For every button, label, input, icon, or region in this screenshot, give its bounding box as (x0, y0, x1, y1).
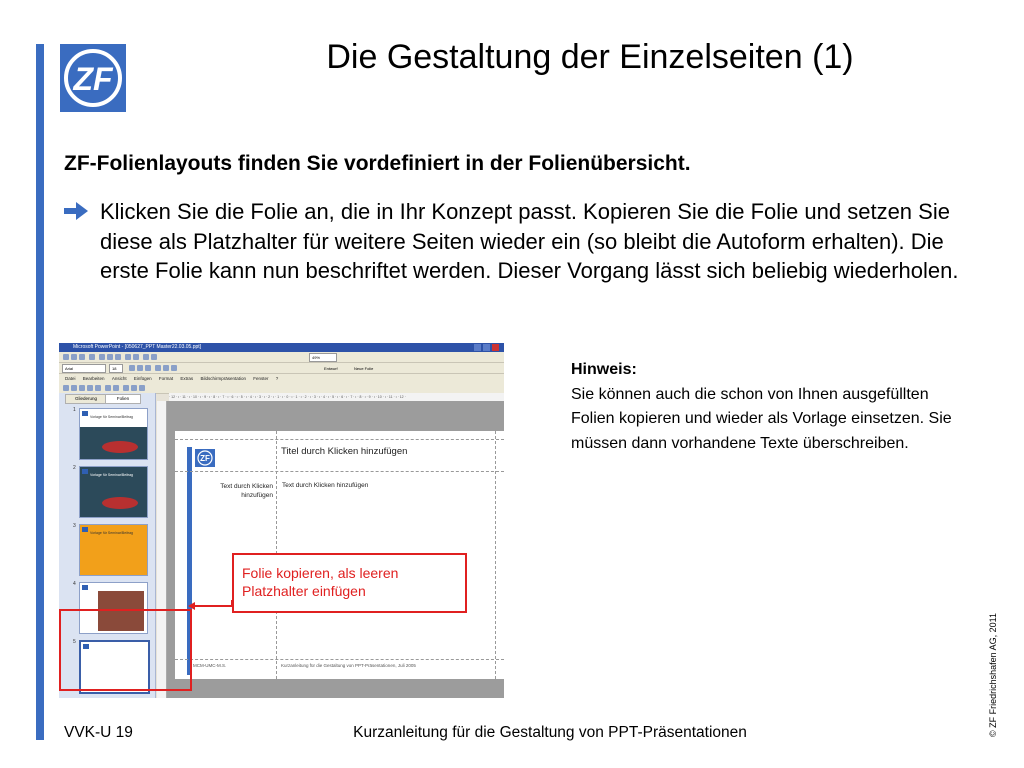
bold-icon[interactable] (129, 365, 135, 371)
neue-folie-button[interactable]: Neue Folie (351, 364, 387, 373)
font-select[interactable]: Arial (62, 364, 106, 373)
menu-bearbeiten[interactable]: Bearbeiten (82, 376, 105, 381)
slide-number: 4 (73, 581, 76, 587)
copy-icon[interactable] (107, 354, 113, 360)
hint-body: Sie können auch die schon von Ihnen ausgefüllten Folien kopieren und wieder als Vorlage einsetzen. Sie müssen dann vorhandene Texte überschreiben. (571, 385, 952, 452)
undo-icon[interactable] (125, 354, 131, 360)
thumb-car-image (80, 485, 147, 517)
oval-icon[interactable] (79, 385, 85, 391)
guide-line (175, 659, 504, 660)
thumb-car-image (80, 427, 147, 459)
menu-einfuegen[interactable]: Einfügen (133, 376, 152, 381)
copyright: © ZF Friedrichshafen AG, 2011 (988, 612, 998, 738)
table-icon[interactable] (151, 354, 157, 360)
hint-block (571, 358, 971, 456)
format-toolbar (59, 363, 504, 374)
zf-logo (82, 585, 88, 590)
slide-number: 1 (73, 407, 76, 413)
underline-icon[interactable] (145, 365, 151, 371)
menu-bildschirmpraesentation[interactable]: Bildschirmpräsentation (200, 376, 246, 381)
open-icon[interactable] (71, 354, 77, 360)
slide-thumbnail-1[interactable] (79, 408, 148, 460)
slide-right-placeholder[interactable]: Text durch Klicken hinzufügen (282, 482, 369, 489)
accent-bar (36, 44, 44, 740)
tab-folien[interactable]: Folien (105, 394, 141, 404)
zf-logo (82, 411, 88, 416)
thumb-title: Vorlage für Seminar/Beitrag (90, 531, 133, 535)
chart-icon[interactable] (143, 354, 149, 360)
guide-line (175, 471, 504, 472)
callout-arrow-icon (186, 598, 236, 614)
menu-format[interactable]: Format (158, 376, 174, 381)
textbox-icon[interactable] (105, 385, 111, 391)
new-icon[interactable] (63, 354, 69, 360)
menu-help[interactable]: ? (275, 376, 279, 381)
slide-thumbnail-2[interactable] (79, 466, 148, 518)
italic-icon[interactable] (137, 365, 143, 371)
menu-extras[interactable]: Extras (180, 376, 194, 381)
zf-logo (60, 44, 126, 112)
guide-line (495, 431, 496, 679)
slide-number: 5 (73, 639, 76, 645)
slide-thumbnail-3[interactable] (79, 524, 148, 576)
fill-color-icon[interactable] (123, 385, 129, 391)
callout-box (232, 553, 467, 613)
entwurf-button[interactable]: Entwurf (321, 364, 351, 373)
zf-logo (195, 449, 215, 467)
menu-ansicht[interactable]: Ansicht (111, 376, 127, 381)
zf-logo (82, 469, 88, 474)
svg-text:ZF: ZF (73, 61, 113, 97)
align-right-icon[interactable] (171, 365, 177, 371)
horizontal-ruler: · 12 · ı · 11 · ı · 10 · ı · 9 · ı · 8 · ı · 7 · ı · 6 · ı · 5 · ı · 4 · ı · 3 · ı · 2 · ı · 1 · ı · 0 · ı · 1 · ı · 2 · ı · 3 · ı · 4 · ı · 5 · ı · 6 · ı · 7 · ı · 8 · ı · 9 · ı · 10 · ı · 11 · ı · 12 · (169, 393, 504, 402)
align-center-icon[interactable] (163, 365, 169, 371)
menu-fenster[interactable]: Fenster (253, 376, 269, 381)
zoom-select[interactable]: 49% (309, 353, 337, 362)
menu-bar (59, 374, 504, 383)
slide-number: 2 (73, 465, 76, 471)
highlight-box (59, 609, 192, 691)
save-icon[interactable] (79, 354, 85, 360)
line-color-icon[interactable] (131, 385, 137, 391)
menu-datei[interactable]: Datei (65, 376, 76, 381)
paste-icon[interactable] (115, 354, 121, 360)
slide-footer-center: Kurzanleitung für die Gestaltung von PPT-Präsentationen, Juli 2005 (281, 663, 416, 668)
font-color-icon[interactable] (139, 385, 145, 391)
slide-title-placeholder[interactable]: Titel durch Klicken hinzufügen (281, 446, 408, 457)
maximize-icon[interactable] (483, 344, 490, 351)
page-title: Die Gestaltung der Einzelseiten (1) (326, 38, 854, 76)
wordart-icon[interactable] (113, 385, 119, 391)
slide-footer-left: MCM-UMC-M.S. (193, 663, 227, 668)
close-icon[interactable] (492, 344, 499, 351)
slide-left-placeholder[interactable]: Text durch Klicken hinzufügen (220, 483, 273, 499)
tab-gliederung[interactable]: Gliederung (65, 394, 107, 404)
slide-number: 3 (73, 523, 76, 529)
standard-toolbar (59, 352, 504, 363)
thumb-title: Vorlage für Seminar/Beitrag (90, 415, 133, 419)
print-icon[interactable] (89, 354, 95, 360)
font-size-select[interactable]: 18 (109, 364, 123, 373)
minimize-icon[interactable] (474, 344, 481, 351)
line-icon[interactable] (87, 385, 93, 391)
subheading: ZF-Folienlayouts finden Sie vordefiniert in der Folienübersicht. (64, 152, 691, 175)
arrow-right-icon (62, 200, 90, 222)
align-left-icon[interactable] (155, 365, 161, 371)
window-title: Microsoft PowerPoint - [050627_PPT Master22.03.05.ppt] (73, 344, 202, 350)
hint-title: Hinweis: (571, 361, 637, 378)
window-titlebar (59, 343, 504, 352)
svg-text:ZF: ZF (200, 454, 210, 463)
guide-line (175, 439, 504, 440)
footer-title: Kurzanleitung für die Gestaltung von PPT-Präsentationen (353, 724, 747, 741)
redo-icon[interactable] (133, 354, 139, 360)
zf-logo (82, 527, 88, 532)
rectangle-icon[interactable] (71, 385, 77, 391)
arrow-icon[interactable] (95, 385, 101, 391)
select-icon[interactable] (63, 385, 69, 391)
thumb-title: Vorlage für Seminar/Beitrag (90, 473, 133, 477)
footer-page-id: VVK-U 19 (64, 724, 133, 741)
callout-text: Folie kopieren, als leeren Platzhalter einfügen (242, 565, 399, 599)
cut-icon[interactable] (99, 354, 105, 360)
bullet-text: Klicken Sie die Folie an, die in Ihr Konzept passt. Kopieren Sie die Folie und setzen Sie diese als Platzhalter für weitere Seiten wieder ein (so bleibt die Autoform erhalten). Die erste Folie kann nun beschriftet werden. Dieser Vorgang lässt sich beliebig wiederholen. (100, 199, 959, 283)
